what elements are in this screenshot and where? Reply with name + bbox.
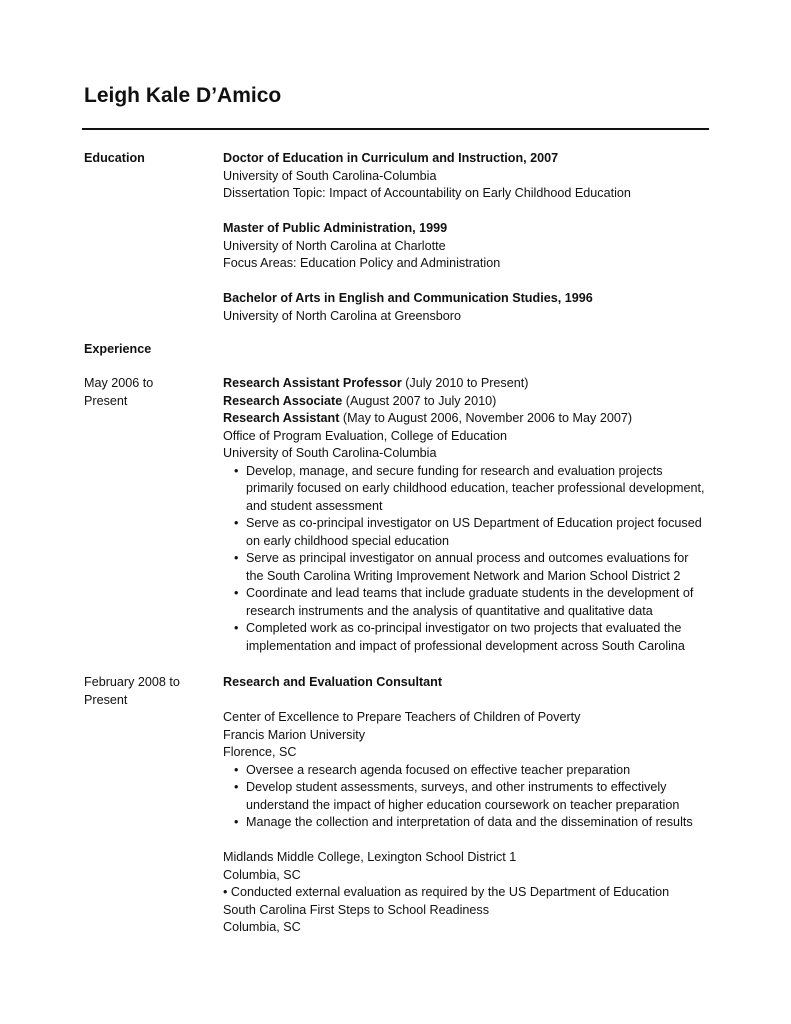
education-section <box>84 150 709 325</box>
job-bullet: • Develop, manage, and secure funding for research and evaluation projects primarily focused on early childhood education, teacher professional development, and student assessment <box>223 463 709 516</box>
degree-line: Focus Areas: Education Policy and Administration <box>223 256 501 270</box>
job-dates: February 2008 to Present <box>84 675 180 707</box>
job-entry <box>84 375 709 655</box>
job-role: Research Assistant Professor (July 2010 to Present) <box>223 376 529 390</box>
job-org-line: University of South Carolina-Columbia <box>223 446 437 460</box>
job-org-line: Columbia, SC <box>223 867 301 882</box>
job-org-line: Office of Program Evaluation, College of Education <box>223 428 507 443</box>
resume-name: Leigh Kale D’Amico <box>84 84 282 107</box>
job-role: Research and Evaluation Consultant <box>223 675 443 689</box>
degree-line: University of North Carolina at Charlotte <box>223 238 446 253</box>
job-bullet: • Serve as principal investigator on annual process and outcomes evaluations for the South Carolina Writing Improvement Network and Marion School District 2 <box>223 550 709 585</box>
job-org-line: Center of Excellence to Prepare Teachers of Children of Poverty <box>223 710 581 724</box>
job-org-line: Columbia, SC <box>223 920 301 934</box>
experience-heading: Experience <box>84 342 152 356</box>
degree-line: University of South Carolina-Columbia <box>223 168 437 183</box>
job-bullet: • Oversee a research agenda focused on effective teacher preparation <box>223 762 709 780</box>
job-role: Research Assistant (May to August 2006, November 2006 to May 2007) <box>223 411 633 425</box>
job-role: Research Associate (August 2007 to July 2010) <box>223 393 497 408</box>
job-org-line: Florence, SC <box>223 745 297 759</box>
degree-title: Bachelor of Arts in English and Communication Studies, 1996 <box>223 291 593 305</box>
degree-title: Doctor of Education in Curriculum and Instruction, 2007 <box>223 151 559 165</box>
job-bullet-inline: • Conducted external evaluation as required by the US Department of Education <box>223 885 670 899</box>
job-bullet: • Completed work as co-principal investigator on two projects that evaluated the implementation and impact of professional development across South Carolina <box>223 620 709 655</box>
job-org-line: South Carolina First Steps to School Readiness <box>223 902 490 917</box>
degree-line: University of North Carolina at Greensboro <box>223 308 461 323</box>
job-org-line: Midlands Middle College, Lexington School District 1 <box>223 850 517 864</box>
job-bullet: • Serve as co-principal investigator on US Department of Education project focused on early childhood special education <box>223 515 709 550</box>
job-bullet: • Coordinate and lead teams that include graduate students in the development of research instruments and the analysis of quantitative and qualitative data <box>223 585 709 620</box>
job-bullet: • Develop student assessments, surveys, and other instruments to effectively understand the impact of higher education coursework on teacher preparation <box>223 779 709 814</box>
job-entry <box>84 674 709 937</box>
job-dates: May 2006 to Present <box>84 376 154 408</box>
job-bullet: • Manage the collection and interpretation of data and the dissemination of results <box>223 814 709 832</box>
education-heading: Education <box>84 151 145 165</box>
degree-line: Dissertation Topic: Impact of Accountability on Early Childhood Education <box>223 186 631 200</box>
job-org-line: Francis Marion University <box>223 727 366 742</box>
header-divider <box>82 128 709 130</box>
degree-title: Master of Public Administration, 1999 <box>223 221 448 235</box>
